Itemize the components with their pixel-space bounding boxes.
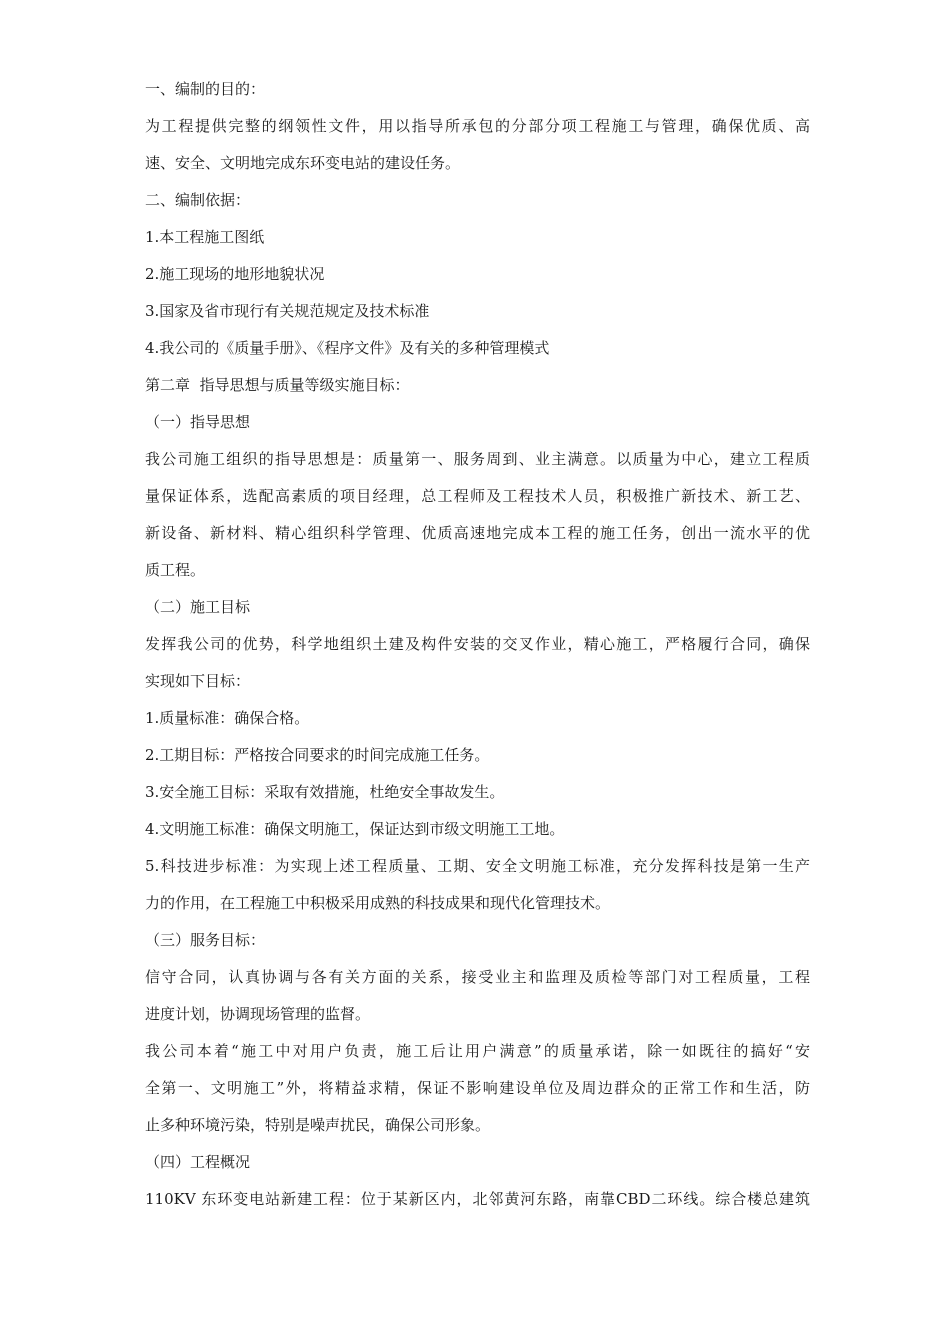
basis-item-3: 3.国家及省市现行有关规范规定及技术标准 bbox=[145, 302, 430, 320]
section1-heading: 一、编制的目的： bbox=[145, 80, 266, 98]
sub4-heading: （四）工程概况 bbox=[145, 1153, 251, 1171]
sub1-body-line-2: 量保证体系，选配高素质的项目经理，总工程师及工程技术人员，积极推广新技术、新工艺、 bbox=[145, 487, 810, 505]
sub1-heading: （一）指导思想 bbox=[145, 413, 251, 431]
goal-item-5-line-1: 5.科技进步标准：为实现上述工程质量、工期、安全文明施工标准，充分发挥科技是第一生产 bbox=[145, 857, 810, 875]
sub2-body-line-1: 发挥我公司的优势，科学地组织土建及构件安装的交叉作业，精心施工，严格履行合同，确保 bbox=[145, 635, 810, 653]
sub1-body-line-4: 质工程。 bbox=[145, 561, 206, 579]
basis-item-2: 2.施工现场的地形地貌状况 bbox=[145, 265, 325, 283]
sub3-body2-line-1: 我公司本着“施工中对用户负责，施工后让用户满意”的质量承诺，除一如既往的搞好“安 bbox=[145, 1042, 810, 1060]
goal-item-1: 1.质量标准：确保合格。 bbox=[145, 709, 310, 727]
sub3-body1-line-2: 进度计划，协调现场管理的监督。 bbox=[145, 1005, 371, 1023]
sub2-body-line-2: 实现如下目标： bbox=[145, 672, 251, 690]
section2-heading: 二、编制依据： bbox=[145, 191, 251, 209]
sub2-heading: （二）施工目标 bbox=[145, 598, 251, 616]
goal-item-5-line-2: 力的作用，在工程施工中积极采用成熟的科技成果和现代化管理技术。 bbox=[145, 894, 611, 912]
goal-item-3: 3.安全施工目标：采取有效措施，杜绝安全事故发生。 bbox=[145, 783, 505, 801]
sub3-body2-line-2: 全第一、文明施工”外，将精益求精，保证不影响建设单位及周边群众的正常工作和生活，防 bbox=[145, 1079, 810, 1097]
sub1-body-line-1: 我公司施工组织的指导思想是：质量第一、服务周到、业主满意。以质量为中心，建立工程质 bbox=[145, 450, 810, 468]
sub3-body1-line-1: 信守合同，认真协调与各有关方面的关系，接受业主和监理及质检等部门对工程质量，工程 bbox=[145, 968, 810, 986]
basis-item-4: 4.我公司的《质量手册》、《程序文件》及有关的多种管理模式 bbox=[145, 339, 550, 357]
goal-item-4: 4.文明施工标准：确保文明施工，保证达到市级文明施工工地。 bbox=[145, 820, 565, 838]
section1-body-line-2: 速、安全、文明地完成东环变电站的建设任务。 bbox=[145, 154, 461, 172]
goal-item-2: 2.工期目标：严格按合同要求的时间完成施工任务。 bbox=[145, 746, 490, 764]
basis-item-1: 1.本工程施工图纸 bbox=[145, 228, 265, 246]
sub3-body2-line-3: 止多种环境污染，特别是噪声扰民，确保公司形象。 bbox=[145, 1116, 491, 1134]
sub4-body-line-1: 110KV 东环变电站新建工程：位于某新区内，北邻黄河东路，南靠CBD二环线。综合楼总建筑 bbox=[145, 1190, 810, 1208]
sub1-body-line-3: 新设备、新材料、精心组织科学管理、优质高速地完成本工程的施工任务，创出一流水平的优 bbox=[145, 524, 810, 542]
chapter2-heading: 第二章 指导思想与质量等级实施目标： bbox=[145, 376, 410, 394]
sub3-heading: （三）服务目标： bbox=[145, 931, 266, 949]
section1-body-line-1: 为工程提供完整的纲领性文件，用以指导所承包的分部分项工程施工与管理，确保优质、高 bbox=[145, 117, 810, 135]
